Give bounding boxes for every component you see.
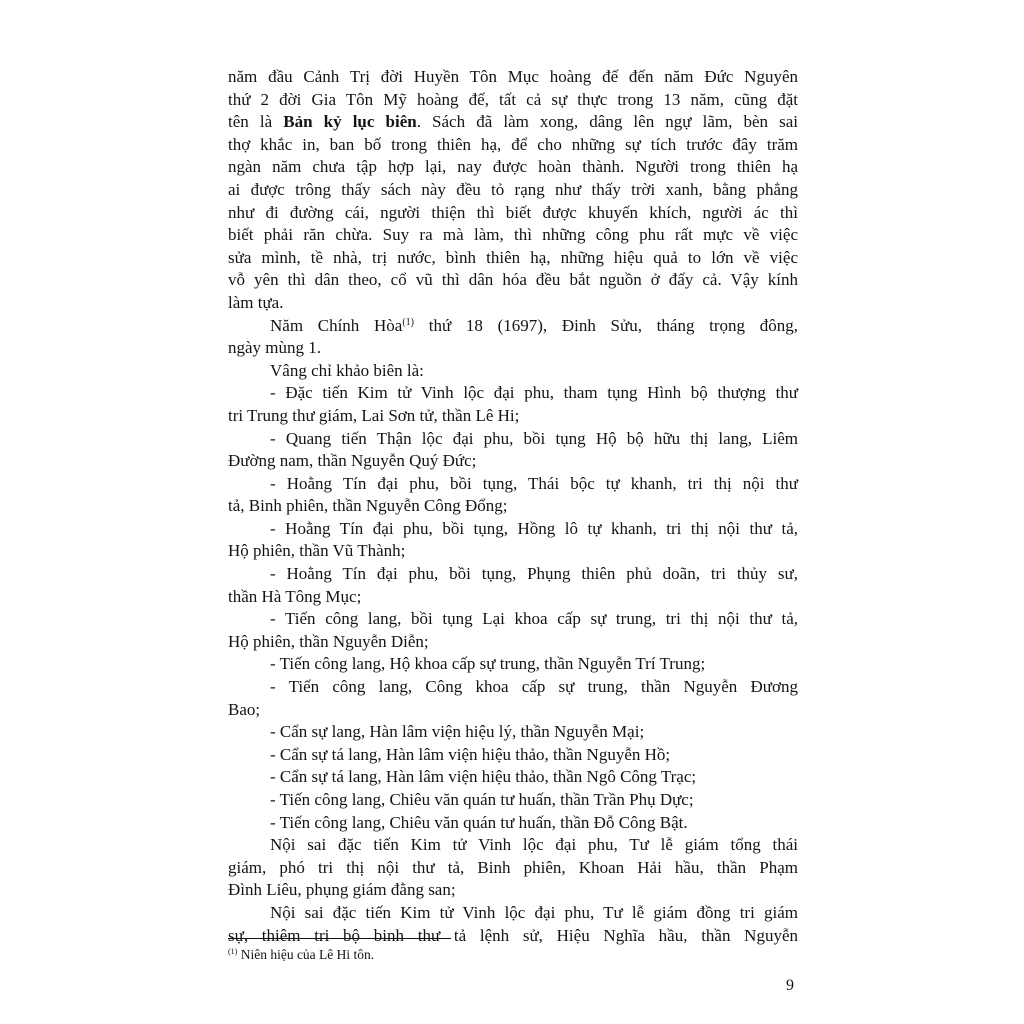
text-line: làm tựa.	[228, 292, 284, 312]
text-line: tri Trung thư giám, Lai Sơn tử, thần Lê Hi;	[228, 405, 520, 425]
text-line: ai được trông thấy sách này đều tỏ rạng như thấy trời xanh, bằng phẳng	[228, 179, 798, 199]
text-line: - Đặc tiến Kim tử Vinh lộc đại phu, tham tụng Hình bộ thượng thư	[270, 383, 798, 403]
text-line: thợ khắc in, ban bố trong thiên hạ, để cho những sự tích trước đây trăm	[228, 134, 798, 154]
text-line: Hộ phiên, thần Nguyễn Diễn;	[228, 631, 429, 651]
text-line: thứ 2 đời Gia Tôn Mỹ hoàng đế, tất cả sự thực trong 13 năm, cũng đặt	[228, 89, 798, 109]
text-line: tả, Binh phiên, thần Nguyễn Công Đổng;	[228, 496, 508, 516]
text-line: - Hoằng Tín đại phu, bồi tụng, Hồng lô tự khanh, tri thị nội thư tả,	[270, 518, 798, 538]
text-line: ngàn năm chưa tập hợp lại, nay được hoàn thành. Người trong thiên hạ	[228, 157, 798, 177]
text-line: năm đầu Cảnh Trị đời Huyền Tôn Mục hoàng đế đến năm Đức Nguyên	[228, 67, 798, 86]
text-line: - Quang tiến Thận lộc đại phu, bồi tụng Hộ bộ hữu thị lang, Liêm	[270, 428, 798, 448]
text-line: Nội sai đặc tiến Kim tử Vinh lộc đại phu, Tư lễ giám tổng thái	[270, 835, 798, 855]
text-line: ngày mùng 1.	[228, 338, 322, 358]
text-line: như đi đường cái, người thiện thì biết được khuyến khích, người ác thì	[228, 202, 798, 222]
footnote-divider	[228, 938, 451, 939]
text-line: sửa mình, tề nhà, trị nước, bình thiên hạ, những hiệu quả to lớn về việc	[228, 247, 798, 267]
text-line: Nội sai đặc tiến Kim tử Vinh lộc đại phu, Tư lễ giám đồng tri giám	[270, 902, 798, 922]
text-line: - Tiến công lang, bồi tụng Lại khoa cấp sự trung, tri thị nội thư tả,	[270, 609, 798, 629]
footnote-marker: (1)	[228, 947, 238, 956]
text-line: giám, phó tri thị nội thư tả, Binh phiên, Khoan Hải hầu, thần Phạm	[228, 857, 798, 877]
text-line: Vâng chỉ khảo biên là:	[270, 360, 424, 380]
text-line: - Tiến công lang, Chiêu văn quán tư huấn, thần Trần Phụ Dực;	[270, 790, 694, 809]
text-line: - Cẩn sự tá lang, Hàn lâm viện hiệu thảo, thần Ngô Công Trạc;	[270, 767, 697, 787]
text-line: Hộ phiên, thần Vũ Thành;	[228, 541, 406, 561]
text-line: Đường nam, thần Nguyễn Quý Đức;	[228, 451, 477, 471]
book-title: Bản kỷ lục biên	[283, 112, 417, 132]
footnote	[228, 946, 628, 963]
text-line: biết phải răn chừa. Suy ra mà làm, thì những công phu rất mực về việc	[228, 225, 798, 245]
text-line: tên là Bản kỷ lục biên. Sách đã làm xong, dâng lên ngự lãm, bèn sai	[228, 112, 798, 132]
text-line: - Tiến công lang, Hộ khoa cấp sự trung, thần Nguyễn Trí Trung;	[270, 654, 706, 674]
text-line: - Cẩn sự tá lang, Hàn lâm viện hiệu thảo, thần Nguyễn Hồ;	[270, 744, 671, 764]
text-line: vỗ yên thì dân theo, cổ vũ thì dân hóa đều bắt nguồn ở đấy cả. Vậy kính	[228, 270, 798, 290]
text-line: Năm Chính Hòa$^{(1)}$ thứ 18 (1697), Đinh Sửu, tháng trọng đông,	[270, 315, 798, 335]
text-line: sự, thiêm tri bộ binh thư tả lệnh sử, Hiệu Nghĩa hầu, thần Nguyễn	[228, 925, 798, 945]
text-line: thần Hà Tông Mục;	[228, 586, 362, 606]
text-line: - Tiến công lang, Chiêu văn quán tư huấn, thần Đỗ Công Bật.	[270, 812, 688, 832]
text-line: Bao;	[228, 699, 261, 719]
text-line: - Tiến công lang, Công khoa cấp sự trung, thần Nguyễn Đương	[270, 677, 798, 697]
text-line: - Cẩn sự lang, Hàn lâm viện hiệu lý, thần Nguyễn Mại;	[270, 722, 645, 742]
text-line: Đình Liêu, phụng giám đằng san;	[228, 880, 456, 900]
footnote-text: Niên hiệu của Lê Hi tôn.	[237, 947, 375, 962]
text-line: - Hoằng Tín đại phu, bồi tụng, Thái bộc tự khanh, tri thị nội thư	[270, 473, 798, 493]
body-text	[228, 66, 798, 947]
text-line: - Hoằng Tín đại phu, bồi tụng, Phụng thiên phủ doãn, tri thủy sư,	[270, 564, 798, 584]
page-number: 9	[786, 977, 794, 994]
footnote-ref[interactable]: (1)	[402, 316, 415, 328]
